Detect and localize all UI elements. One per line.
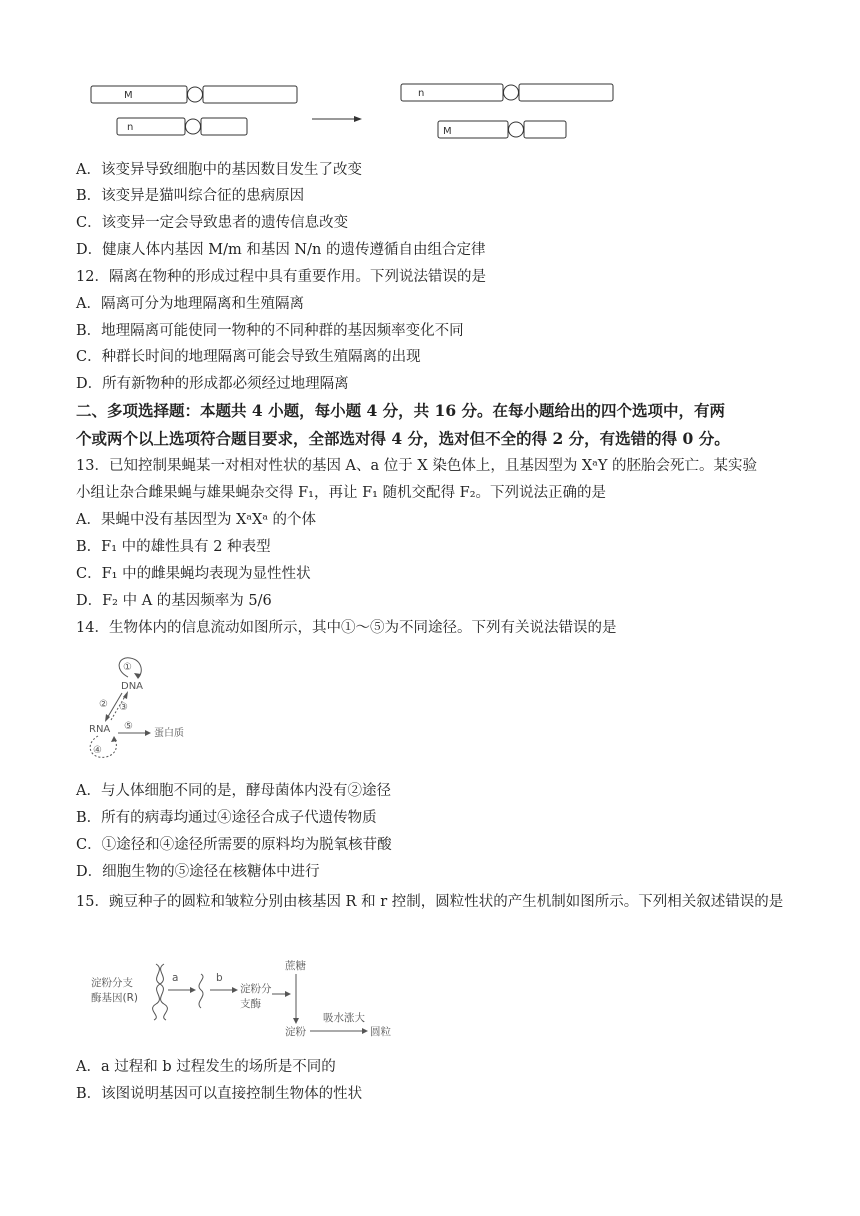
- enzyme-label-line1: 淀粉分: [240, 983, 272, 995]
- path3-label: ③: [119, 702, 128, 713]
- q14-stem: 14．生物体内的信息流动如图所示，其中①～⑤为不同途径。下列有关说法错误的是: [76, 620, 617, 636]
- q11-option-d: D．健康人体内基因 M/m 和基因 N/n 的遗传遵循自由组合定律: [76, 242, 486, 258]
- q12-option-a: A．隔离可分为地理隔离和生殖隔离: [76, 296, 304, 312]
- q15-stem: 15．豌豆种子的圆粒和皱粒分别由核基因 R 和 r 控制，圆粒性状的产生机制如图所示。下列相关叙述错误的是: [76, 894, 784, 910]
- path1-label: ①: [123, 662, 132, 673]
- round-seed-label: 圆粒: [370, 1026, 391, 1038]
- q13-stem-line1: 13．已知控制果蝇某一对相对性状的基因 A、a 位于 X 染色体上，且基因型为 XᵃY 的胚胎会死亡。某实验: [76, 458, 758, 474]
- q14-option-d: D．细胞生物的⑤途径在核糖体中进行: [76, 864, 320, 880]
- right-upper-short-arm: [401, 84, 503, 101]
- process-b-arrowhead: [232, 987, 238, 993]
- q14-option-b: B．所有的病毒均通过④途径合成子代遗传物质: [76, 810, 377, 826]
- q14-option-a: A．与人体细胞不同的是，酵母菌体内没有②途径: [76, 783, 391, 799]
- left-upper-long-arm: [203, 86, 297, 103]
- absorb-water-label: 吸水涨大: [323, 1012, 365, 1024]
- left-upper-centromere: [188, 87, 203, 102]
- q12-option-d: D．所有新物种的形成都必须经过地理隔离: [76, 376, 349, 392]
- section2-heading-line2: 个或两个以上选项符合题目要求，全部选对得 4 分，选对但不全的得 2 分，有选错的得 0 分。: [76, 429, 730, 448]
- path5-label: ⑤: [124, 721, 133, 732]
- sucrose-starch-arrowhead: [293, 1018, 299, 1024]
- rna-label: RNA: [89, 724, 111, 735]
- q13-stem-line2: 小组让杂合雌果蝇与雄果蝇杂交得 F₁，再让 F₁ 随机交配得 F₂。下列说法正确的是: [76, 485, 607, 501]
- q11-option-a: A．该变异导致细胞中的基因数目发生了改变: [76, 162, 362, 178]
- left-lower-long-arm: [201, 118, 247, 135]
- central-dogma-figure: [84, 652, 204, 762]
- path4-label: ④: [93, 745, 102, 756]
- right-upper-centromere: [504, 85, 519, 100]
- transform-arrowhead: [354, 116, 362, 122]
- enzyme-arrowhead: [285, 991, 291, 997]
- left-lower-gene-label: n: [127, 122, 134, 133]
- chromosome-translocation-figure: [86, 80, 626, 142]
- right-lower-long-arm: [524, 121, 566, 138]
- mrna-strand: [199, 974, 203, 1008]
- right-lower-centromere: [509, 122, 524, 137]
- q12-option-b: B．地理隔离可能使同一物种的不同种群的基因频率变化不同: [76, 323, 464, 339]
- left-lower-centromere: [186, 119, 201, 134]
- left-upper-gene-label: M: [124, 90, 133, 101]
- process-a-arrowhead: [190, 987, 196, 993]
- section2-heading-line1: 二、多项选择题：本题共 4 小题，每小题 4 分，共 16 分。在每小题给出的四个选项中，有两: [76, 401, 726, 420]
- round-pea-mechanism-figure: [88, 956, 408, 1042]
- path4-arrowhead: [111, 736, 117, 742]
- q13-option-d: D．F₂ 中 A 的基因频率为 5/6: [76, 593, 272, 609]
- right-upper-gene-label: n: [418, 88, 425, 99]
- starch-label: 淀粉: [285, 1026, 306, 1038]
- starch-round-arrowhead: [362, 1028, 368, 1034]
- left-upper-short-arm: [91, 86, 187, 103]
- q13-option-a: A．果蝇中没有基因型为 XᵃXᵃ 的个体: [76, 512, 317, 528]
- q13-option-c: C．F₁ 中的雌果蝇均表现为显性性状: [76, 566, 311, 582]
- gene-label-line2: 酶基因(R): [91, 992, 138, 1004]
- q13-option-b: B．F₁ 中的雄性具有 2 种表型: [76, 539, 271, 555]
- q15-option-b: B．该图说明基因可以直接控制生物体的性状: [76, 1086, 363, 1102]
- q12-option-c: C．种群长时间的地理隔离可能会导致生殖隔离的出现: [76, 349, 421, 365]
- q14-option-c: C．①途径和④途径所需要的原料均为脱氧核苷酸: [76, 837, 392, 853]
- right-lower-gene-label: M: [443, 126, 452, 137]
- enzyme-label-line2: 支酶: [240, 998, 261, 1010]
- process-b-label: b: [216, 972, 223, 984]
- dna-label: DNA: [121, 681, 144, 692]
- path5-arrowhead: [145, 730, 151, 736]
- q15-option-a: A．a 过程和 b 过程发生的场所是不同的: [76, 1059, 336, 1075]
- q11-option-b: B．该变异是猫叫综合征的患病原因: [76, 188, 305, 204]
- q11-option-c: C．该变异一定会导致患者的遗传信息改变: [76, 215, 349, 231]
- process-a-label: a: [172, 972, 179, 984]
- right-upper-long-arm: [519, 84, 613, 101]
- protein-label: 蛋白质: [154, 728, 184, 739]
- sucrose-label: 蔗糖: [285, 960, 306, 972]
- q12-stem: 12．隔离在物种的形成过程中具有重要作用。下列说法错误的是: [76, 269, 486, 285]
- path2-label: ②: [99, 699, 108, 710]
- gene-label-line1: 淀粉分支: [91, 977, 133, 989]
